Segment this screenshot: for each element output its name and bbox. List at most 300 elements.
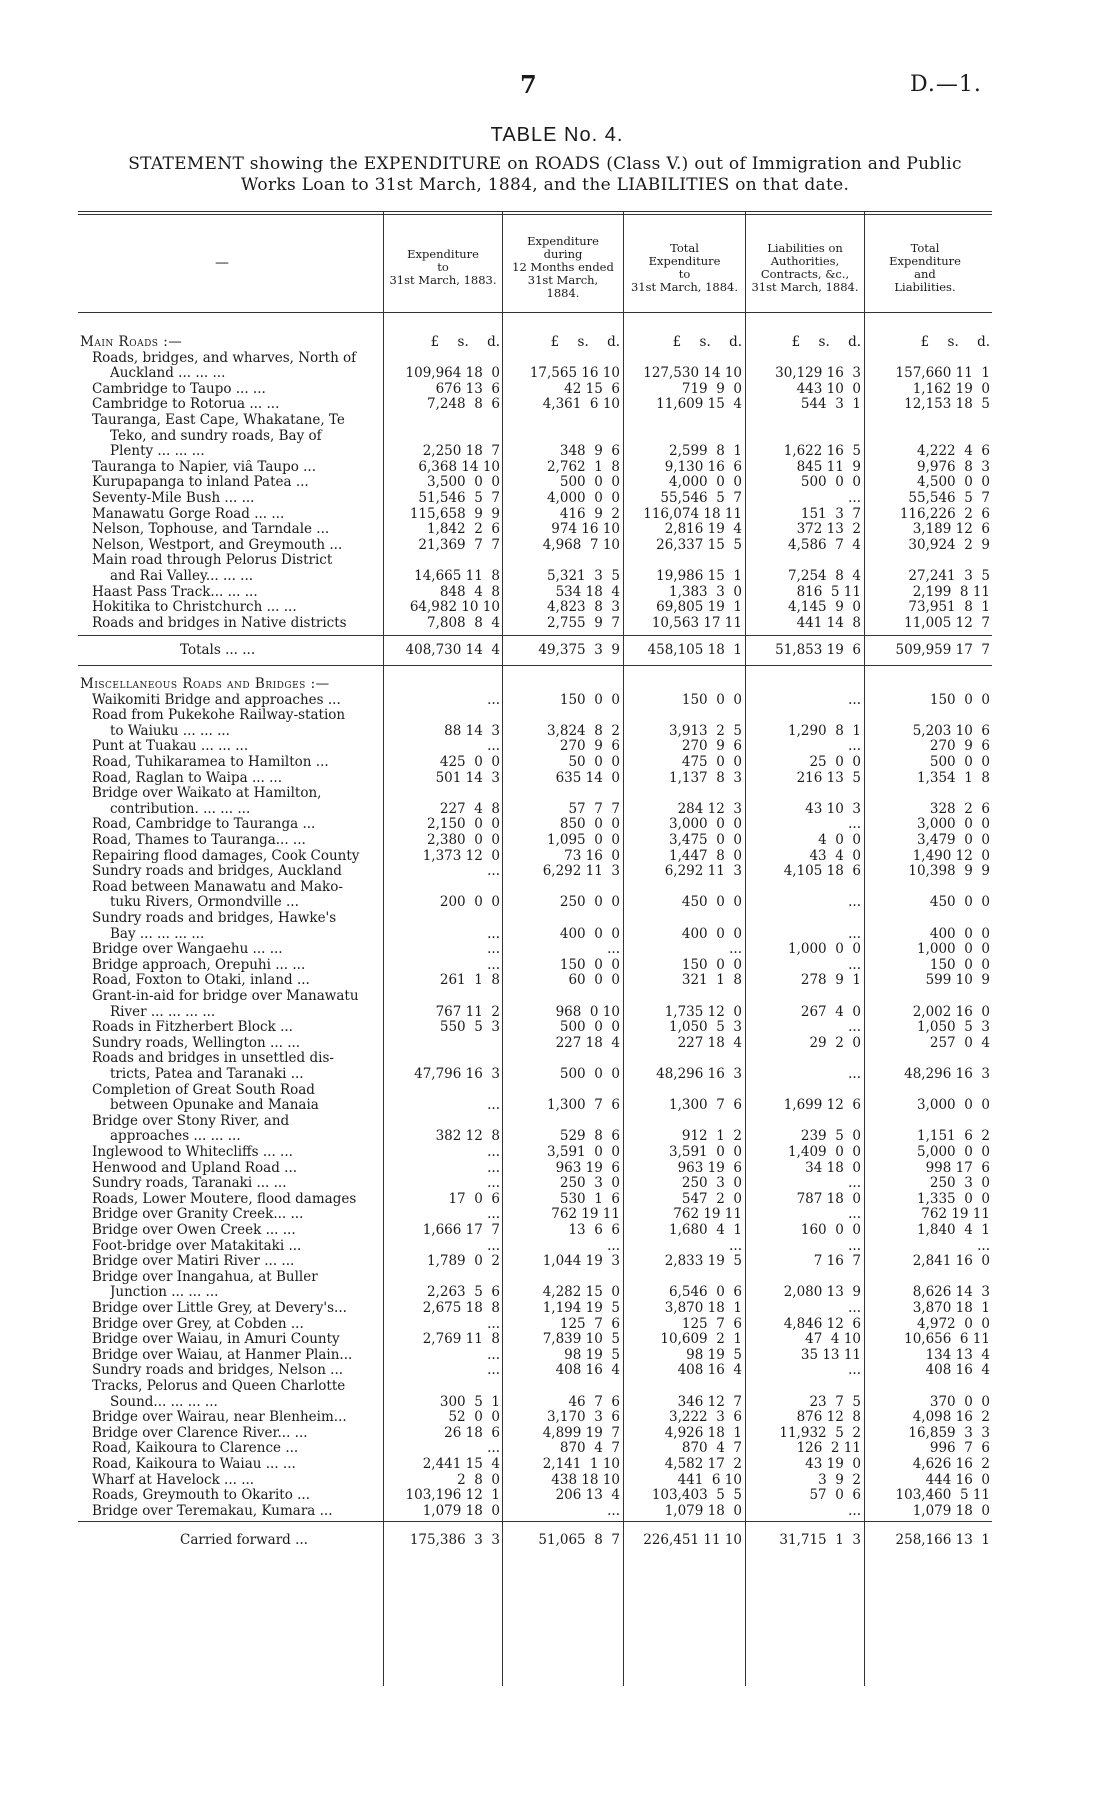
amount-cell: 2,150 0 0 bbox=[427, 816, 500, 833]
amount-cell: 16,859 3 3 bbox=[908, 1424, 990, 1441]
amount-cell: 6,292 11 3 bbox=[542, 863, 620, 880]
amount-cell: 963 19 6 bbox=[677, 1159, 742, 1176]
amount-cell: 348 9 6 bbox=[559, 443, 620, 460]
amount-cell: 200 0 0 bbox=[439, 894, 500, 911]
amount-cell: 382 12 8 bbox=[435, 1128, 500, 1145]
amount-cell: 787 18 0 bbox=[796, 1190, 861, 1207]
amount-cell: 1,050 5 3 bbox=[669, 1019, 742, 1036]
row-label: Waikomiti Bridge and approaches ... bbox=[92, 692, 341, 708]
row-label: Repairing flood damages, Cook County bbox=[92, 848, 360, 864]
amount-cell: ... bbox=[977, 1237, 990, 1254]
amount-cell: 599 10 9 bbox=[925, 972, 990, 989]
header-expenditure-1884: Expenditure during 12 Months ended 31st March, 1884. bbox=[512, 234, 614, 300]
amount-cell: 441 6 10 bbox=[677, 1471, 742, 1488]
amount-cell: 27,241 3 5 bbox=[908, 568, 990, 584]
amount-cell: ... bbox=[487, 956, 500, 973]
amount-cell: ... bbox=[487, 1440, 500, 1457]
amount-cell: 3,913 2 5 bbox=[669, 722, 742, 739]
amount-cell: 43 19 0 bbox=[805, 1456, 861, 1472]
amount-cell: 876 12 8 bbox=[796, 1409, 861, 1426]
amount-cell: 1,300 7 6 bbox=[669, 1097, 742, 1114]
amount-cell: ... bbox=[848, 1066, 861, 1082]
table-row bbox=[0, 1067, 1114, 1082]
amount-cell: 1,000 0 0 bbox=[917, 941, 990, 958]
table-row bbox=[0, 786, 1114, 801]
amount-cell: 2,769 11 8 bbox=[422, 1331, 500, 1348]
amount-cell: 1,000 0 0 bbox=[788, 941, 861, 958]
amount-cell: ... bbox=[487, 925, 500, 942]
table-row bbox=[0, 1457, 1114, 1472]
amount-cell: 257 0 4 bbox=[929, 1034, 990, 1051]
amount-cell: 5,203 10 6 bbox=[912, 722, 990, 739]
amount-cell: 4,361 6 10 bbox=[542, 396, 620, 413]
amount-cell: 4,500 0 0 bbox=[917, 474, 990, 491]
row-label: Nelson, Tophouse, and Tarndale ... bbox=[92, 522, 330, 538]
amount-cell: 346 12 7 bbox=[677, 1393, 742, 1410]
amount-cell: 767 11 2 bbox=[435, 1003, 500, 1020]
amount-cell: 475 0 0 bbox=[681, 754, 742, 770]
table-row bbox=[0, 1348, 1114, 1363]
amount-cell: 321 1 8 bbox=[681, 972, 742, 989]
table-row bbox=[0, 693, 1114, 708]
amount-cell: 408 16 4 bbox=[925, 1362, 990, 1379]
section-label: Miscellaneous Roads and Bridges :— bbox=[80, 677, 330, 692]
amount-cell: 51,546 5 7 bbox=[418, 490, 500, 506]
amount-cell: 25 0 0 bbox=[809, 754, 861, 770]
amount-cell: 4,282 15 0 bbox=[542, 1284, 620, 1301]
amount-cell: 400 0 0 bbox=[681, 925, 742, 942]
table-row bbox=[0, 1161, 1114, 1176]
amount-cell: 157,660 11 1 bbox=[895, 365, 990, 382]
amount-cell: 3,870 18 1 bbox=[664, 1300, 742, 1316]
amount-cell: 9,976 8 3 bbox=[917, 458, 990, 475]
row-label: Bridge over Owen Creek ... ... bbox=[92, 1223, 296, 1238]
amount-cell: 1,383 3 0 bbox=[669, 583, 742, 600]
table-row bbox=[0, 849, 1114, 864]
amount-cell: 372 13 2 bbox=[796, 521, 861, 538]
amount-cell: 47 4 10 bbox=[805, 1331, 861, 1348]
amount-cell: 444 16 0 bbox=[925, 1471, 990, 1488]
amount-cell: 2,675 18 8 bbox=[422, 1300, 500, 1316]
table-row bbox=[0, 973, 1114, 988]
amount-cell: 963 19 6 bbox=[555, 1159, 620, 1176]
row-label: Tauranga to Napier, viâ Taupo ... bbox=[92, 459, 317, 475]
amount-cell: 11,932 5 2 bbox=[779, 1424, 861, 1441]
amount-cell: 1,050 5 3 bbox=[917, 1019, 990, 1036]
table-row bbox=[0, 1005, 1114, 1020]
amount-cell: 216 13 5 bbox=[796, 769, 861, 786]
amount-cell: 73 16 0 bbox=[564, 847, 620, 864]
row-label: Haast Pass Track... ... ... bbox=[92, 584, 258, 600]
amount-cell: ... bbox=[487, 863, 500, 880]
row-label: Sundry roads, Taranaki ... ... bbox=[92, 1176, 287, 1192]
table-row bbox=[0, 724, 1114, 739]
table-row bbox=[0, 1223, 1114, 1238]
amount-cell: 43 4 0 bbox=[809, 847, 861, 864]
amount-cell: 48,296 16 3 bbox=[656, 1066, 742, 1082]
amount-cell: 2,441 15 4 bbox=[422, 1456, 500, 1472]
row-label: Teko, and sundry roads, Bay of bbox=[110, 428, 322, 444]
amount-cell: 150 0 0 bbox=[681, 956, 742, 973]
amount-cell: 3,000 0 0 bbox=[917, 1097, 990, 1114]
amount-cell: 1,680 4 1 bbox=[669, 1222, 742, 1238]
amount-cell: 534 18 4 bbox=[555, 583, 620, 600]
amount-cell: 300 5 1 bbox=[439, 1393, 500, 1410]
amount-cell: 1,290 8 1 bbox=[788, 722, 861, 739]
table-row bbox=[0, 1441, 1114, 1456]
amount-cell: 7 16 7 bbox=[813, 1253, 861, 1270]
table-row bbox=[0, 522, 1114, 537]
amount-cell: 1,137 8 3 bbox=[669, 769, 742, 786]
amount-cell: 47,796 16 3 bbox=[414, 1066, 500, 1082]
row-label: Cambridge to Rotorua ... ... bbox=[92, 397, 280, 413]
amount-cell: 845 11 9 bbox=[796, 458, 861, 475]
amount-cell: ... bbox=[848, 1206, 861, 1223]
currency-units: £ s. d. bbox=[550, 334, 620, 350]
amount-cell: ... bbox=[848, 1362, 861, 1379]
amount-cell: ... bbox=[487, 1362, 500, 1379]
table-row bbox=[0, 475, 1114, 490]
amount-cell: 550 5 3 bbox=[439, 1019, 500, 1036]
row-label: Foot-bridge over Matakitaki ... bbox=[92, 1238, 302, 1254]
amount-cell: 278 9 1 bbox=[800, 972, 861, 989]
row-label: Tauranga, East Cape, Whakatane, Te bbox=[92, 413, 345, 428]
amount-cell: 14,665 11 8 bbox=[414, 568, 500, 584]
amount-cell: 4,105 18 6 bbox=[783, 863, 861, 880]
amount-cell: 370 0 0 bbox=[929, 1393, 990, 1410]
amount-cell: ... bbox=[729, 1237, 742, 1254]
table-row bbox=[0, 1395, 1114, 1410]
amount-cell: 55,546 5 7 bbox=[908, 490, 990, 506]
amount-cell: 500 0 0 bbox=[559, 1066, 620, 1082]
amount-cell: 2,002 16 0 bbox=[912, 1003, 990, 1020]
amount-cell: 125 7 6 bbox=[681, 1315, 742, 1332]
amount-cell: 19,986 15 1 bbox=[656, 568, 742, 584]
amount-cell: ... bbox=[848, 1502, 861, 1519]
amount-cell: 968 0 10 bbox=[555, 1003, 620, 1020]
row-label: Grant-in-aid for bridge over Manawatu bbox=[92, 989, 359, 1004]
currency-units: £ s. d. bbox=[920, 334, 990, 350]
table-row bbox=[0, 1426, 1114, 1441]
table-row bbox=[0, 1083, 1114, 1098]
amount-cell: 51,853 19 6 bbox=[775, 642, 861, 659]
row-label: Totals ... ... bbox=[180, 643, 256, 659]
row-label: tuku Rivers, Ormondville ... bbox=[110, 895, 299, 911]
row-label: Manawatu Gorge Road ... ... bbox=[92, 506, 285, 522]
amount-cell: 10,609 2 1 bbox=[660, 1331, 742, 1348]
table-row bbox=[0, 413, 1114, 428]
table-row bbox=[0, 1379, 1114, 1394]
amount-cell: 26 18 6 bbox=[444, 1424, 500, 1441]
table-row bbox=[0, 1145, 1114, 1160]
amount-cell: 850 0 0 bbox=[559, 816, 620, 833]
amount-cell: 4,145 9 0 bbox=[788, 599, 861, 616]
amount-cell: 4,626 16 2 bbox=[912, 1456, 990, 1472]
amount-cell: 408,730 14 4 bbox=[405, 642, 500, 659]
amount-cell: 1,840 4 1 bbox=[917, 1222, 990, 1238]
amount-cell: 547 2 0 bbox=[681, 1190, 742, 1207]
row-label: Plenty ... ... ... bbox=[110, 444, 205, 460]
amount-cell: 270 9 6 bbox=[681, 738, 742, 755]
header-total-expenditure: Total Expenditure to 31st March, 1884. bbox=[630, 240, 739, 294]
amount-cell: 69,805 19 1 bbox=[656, 599, 742, 616]
row-label: Sundry roads and bridges, Auckland bbox=[92, 864, 342, 880]
table-row bbox=[0, 553, 1114, 568]
amount-cell: 227 18 4 bbox=[677, 1034, 742, 1051]
amount-cell: 11,005 12 7 bbox=[904, 614, 990, 631]
amount-cell: 848 4 8 bbox=[439, 583, 500, 600]
amount-cell: ... bbox=[487, 691, 500, 708]
row-label: Bridge over Waiau, at Hanmer Plain... bbox=[92, 1347, 353, 1363]
amount-cell: 250 3 0 bbox=[559, 1175, 620, 1192]
row-label: Auckland ... ... ... bbox=[110, 366, 226, 382]
amount-cell: 31,715 1 3 bbox=[779, 1532, 861, 1549]
row-label: Sound... ... ... ... bbox=[110, 1394, 218, 1410]
table-row bbox=[0, 429, 1114, 444]
row-label: Roads and bridges in Native districts bbox=[92, 615, 347, 631]
row-label: contribution. ... ... ... bbox=[110, 801, 251, 817]
amount-cell: ... bbox=[487, 1175, 500, 1192]
amount-cell: 46 7 6 bbox=[568, 1393, 620, 1410]
amount-cell: 49,375 3 9 bbox=[538, 642, 620, 659]
amount-cell: 1,151 6 2 bbox=[917, 1128, 990, 1145]
amount-cell: 6,546 0 6 bbox=[669, 1284, 742, 1301]
table-row bbox=[0, 1301, 1114, 1316]
amount-cell: 270 9 6 bbox=[559, 738, 620, 755]
amount-cell: ... bbox=[848, 925, 861, 942]
amount-cell: 416 9 2 bbox=[559, 505, 620, 522]
amount-cell: 500 0 0 bbox=[929, 754, 990, 770]
amount-cell: 258,166 13 1 bbox=[895, 1532, 990, 1549]
amount-cell: 1,095 0 0 bbox=[547, 832, 620, 848]
amount-cell: ... bbox=[848, 1300, 861, 1316]
amount-cell: 64,982 10 10 bbox=[409, 599, 500, 616]
amount-cell: 50 0 0 bbox=[568, 754, 620, 770]
amount-cell: 2,199 8 11 bbox=[912, 583, 990, 600]
amount-cell: 438 18 10 bbox=[551, 1471, 620, 1488]
amount-cell: 17,565 16 10 bbox=[529, 365, 620, 382]
row-label: Road between Manawatu and Mako- bbox=[92, 879, 343, 895]
row-label: between Opunake and Manaia bbox=[110, 1098, 319, 1114]
table-row bbox=[0, 895, 1114, 910]
statement-line-1: STATEMENT showing the EXPENDITURE on ROADS (Class V.) out of Immigration and Public bbox=[128, 154, 962, 174]
amount-cell: 974 16 10 bbox=[551, 521, 620, 538]
row-label: Roads in Fitzherbert Block ... bbox=[92, 1020, 293, 1036]
table-row bbox=[0, 1270, 1114, 1285]
row-label: Inglewood to Whitecliffs ... ... bbox=[92, 1145, 293, 1160]
amount-cell: 3,222 3 6 bbox=[669, 1409, 742, 1426]
amount-cell: ... bbox=[607, 941, 620, 958]
amount-cell: 1,079 18 0 bbox=[912, 1502, 990, 1519]
header-expenditure-1883: Expenditure to 31st March, 1883. bbox=[389, 247, 497, 287]
table-row bbox=[0, 460, 1114, 475]
amount-cell: 150 0 0 bbox=[929, 956, 990, 973]
table-row bbox=[0, 1239, 1114, 1254]
page-number: 7 bbox=[520, 70, 537, 99]
amount-cell: 1,666 17 7 bbox=[422, 1222, 500, 1238]
row-label: Road, Foxton to Otaki, inland ... bbox=[92, 973, 310, 989]
table-row bbox=[0, 1473, 1114, 1488]
amount-cell: 250 0 0 bbox=[559, 894, 620, 911]
amount-cell: 126 2 11 bbox=[796, 1440, 861, 1457]
row-label: Bay ... ... ... ... bbox=[110, 926, 205, 942]
header-liabilities: Liabilities on Authorities, Contracts, &c., 31st March, 1884. bbox=[751, 240, 859, 294]
table-row bbox=[0, 1207, 1114, 1222]
table-row bbox=[0, 1020, 1114, 1035]
table-title: TABLE No. 4. bbox=[490, 124, 624, 146]
amount-cell: 529 8 6 bbox=[559, 1128, 620, 1145]
currency-units: £ s. d. bbox=[672, 334, 742, 350]
amount-cell: 2,380 0 0 bbox=[427, 832, 500, 848]
header-total-liabilities: Total Expenditure and Liabilities. bbox=[889, 240, 961, 294]
amount-cell: 10,656 6 11 bbox=[904, 1331, 990, 1348]
row-label: Wharf at Havelock ... ... bbox=[92, 1472, 255, 1488]
amount-cell: 2,599 8 1 bbox=[669, 443, 742, 460]
row-label: Sundry roads and bridges, Hawke's bbox=[92, 911, 337, 926]
row-label: Bridge over Granity Creek... ... bbox=[92, 1207, 304, 1223]
row-label: Sundry roads, Wellington ... ... bbox=[92, 1035, 301, 1051]
amount-cell: 998 17 6 bbox=[925, 1159, 990, 1176]
row-label: Carried forward ... bbox=[180, 1533, 308, 1549]
amount-cell: 4,586 7 4 bbox=[788, 536, 861, 553]
amount-cell: ... bbox=[487, 1237, 500, 1254]
amount-cell: 3,500 0 0 bbox=[427, 474, 500, 491]
amount-cell: 151 3 7 bbox=[800, 505, 861, 522]
carried-forward-top-rule bbox=[78, 1521, 992, 1522]
amount-cell: 1,789 0 2 bbox=[427, 1253, 500, 1270]
amount-cell: 30,129 16 3 bbox=[775, 365, 861, 382]
amount-cell: 1,300 7 6 bbox=[547, 1097, 620, 1114]
amount-cell: 425 0 0 bbox=[439, 754, 500, 770]
row-label: Completion of Great South Road bbox=[92, 1082, 315, 1098]
amount-cell: ... bbox=[487, 1144, 500, 1160]
amount-cell: 4,899 19 7 bbox=[542, 1424, 620, 1441]
amount-cell: 500 0 0 bbox=[559, 474, 620, 491]
amount-cell: 43 10 3 bbox=[805, 800, 861, 817]
amount-cell: 6,292 11 3 bbox=[664, 863, 742, 880]
row-label: Bridge over Waiau, in Amuri County bbox=[92, 1332, 340, 1348]
amount-cell: 3,479 0 0 bbox=[917, 832, 990, 848]
row-label: Roads and bridges in unsettled dis- bbox=[92, 1051, 334, 1067]
amount-cell: ... bbox=[487, 1097, 500, 1114]
amount-cell: 60 0 0 bbox=[568, 972, 620, 989]
amount-cell: ... bbox=[848, 956, 861, 973]
amount-cell: 267 4 0 bbox=[800, 1003, 861, 1020]
amount-cell: 227 4 8 bbox=[439, 800, 500, 817]
amount-cell: 3,000 0 0 bbox=[669, 816, 742, 833]
amount-cell: 450 0 0 bbox=[929, 894, 990, 911]
table-row bbox=[0, 1176, 1114, 1191]
amount-cell: 1,044 19 3 bbox=[542, 1253, 620, 1270]
amount-cell: ... bbox=[848, 691, 861, 708]
amount-cell: 98 19 5 bbox=[686, 1346, 742, 1363]
amount-cell: 7,254 8 4 bbox=[788, 568, 861, 584]
amount-cell: 150 0 0 bbox=[681, 691, 742, 708]
amount-cell: 5,321 3 5 bbox=[547, 568, 620, 584]
amount-cell: 175,386 3 3 bbox=[409, 1532, 500, 1549]
amount-cell: 408 16 4 bbox=[677, 1362, 742, 1379]
row-label: Bridge over Waikato at Hamilton, bbox=[92, 786, 322, 802]
row-label: Main road through Pelorus District bbox=[92, 553, 333, 569]
amount-cell: 2,250 18 7 bbox=[422, 443, 500, 460]
amount-cell: 13 6 6 bbox=[568, 1222, 620, 1238]
amount-cell: 134 13 4 bbox=[925, 1346, 990, 1363]
table-row bbox=[0, 366, 1114, 381]
table-row bbox=[0, 708, 1114, 723]
amount-cell: 4,823 8 3 bbox=[547, 599, 620, 616]
row-label: Cambridge to Taupo ... ... bbox=[92, 381, 266, 397]
table-row bbox=[0, 1129, 1114, 1144]
table-row bbox=[0, 351, 1114, 366]
amount-cell: 12,153 18 5 bbox=[904, 396, 990, 413]
amount-cell: 1,373 12 0 bbox=[422, 847, 500, 864]
amount-cell: 57 7 7 bbox=[568, 800, 620, 817]
amount-cell: 719 9 0 bbox=[681, 380, 742, 397]
table-row bbox=[0, 755, 1114, 770]
currency-row bbox=[0, 335, 1114, 350]
amount-cell: 441 14 8 bbox=[796, 614, 861, 631]
amount-cell: 10,563 17 11 bbox=[651, 614, 742, 631]
row-label: Tracks, Pelorus and Queen Charlotte bbox=[92, 1379, 346, 1394]
amount-cell: 1,842 2 6 bbox=[427, 521, 500, 538]
amount-cell: 870 4 7 bbox=[559, 1440, 620, 1457]
table-top-rule-double bbox=[78, 214, 992, 215]
table-row bbox=[0, 1317, 1114, 1332]
amount-cell: 51,065 8 7 bbox=[538, 1532, 620, 1549]
amount-cell: 3,824 8 2 bbox=[547, 722, 620, 739]
amount-cell: 115,658 9 9 bbox=[409, 505, 500, 522]
row-label: Bridge over Stony River, and bbox=[92, 1113, 290, 1129]
amount-cell: 3,189 12 6 bbox=[912, 521, 990, 538]
amount-cell: 261 1 8 bbox=[439, 972, 500, 989]
amount-cell: 1,490 12 0 bbox=[912, 847, 990, 864]
amount-cell: 4,000 0 0 bbox=[669, 474, 742, 491]
amount-cell: 103,403 5 5 bbox=[651, 1487, 742, 1504]
amount-cell: 116,226 2 6 bbox=[899, 505, 990, 522]
amount-cell: 6,368 14 10 bbox=[418, 458, 500, 475]
row-label: Nelson, Westport, and Greymouth ... bbox=[92, 537, 343, 553]
header-first-column: — bbox=[215, 255, 229, 271]
table-row bbox=[0, 927, 1114, 942]
row-label: Bridge over Wairau, near Blenheim... bbox=[92, 1410, 347, 1426]
amount-cell: 2 8 0 bbox=[457, 1471, 500, 1488]
row-label: Road, Thames to Tauranga... ... bbox=[92, 833, 306, 848]
amount-cell: 400 0 0 bbox=[559, 925, 620, 942]
amount-cell: 206 13 4 bbox=[555, 1487, 620, 1504]
table-row bbox=[0, 1036, 1114, 1051]
currency-units: £ s. d. bbox=[430, 334, 500, 350]
amount-cell: 400 0 0 bbox=[929, 925, 990, 942]
table-row bbox=[0, 942, 1114, 957]
row-label: Sundry roads and bridges, Nelson ... bbox=[92, 1363, 344, 1379]
amount-cell: 42 15 6 bbox=[564, 380, 620, 397]
amount-cell: 284 12 3 bbox=[677, 800, 742, 817]
row-label: Road from Pukekohe Railway-station bbox=[92, 708, 346, 724]
amount-cell: 912 1 2 bbox=[681, 1128, 742, 1145]
amount-cell: 500 0 0 bbox=[559, 1019, 620, 1036]
amount-cell: 328 2 6 bbox=[929, 800, 990, 817]
amount-cell: 4,582 17 2 bbox=[664, 1456, 742, 1472]
amount-cell: 2,141 1 10 bbox=[542, 1456, 620, 1472]
table-row bbox=[0, 444, 1114, 459]
amount-cell: 1,622 16 5 bbox=[783, 443, 861, 460]
table-row bbox=[0, 569, 1114, 584]
amount-cell: 762 19 11 bbox=[673, 1206, 742, 1223]
row-label: tricts, Patea and Taranaki ... bbox=[110, 1067, 304, 1082]
table-row bbox=[0, 989, 1114, 1004]
table-row bbox=[0, 771, 1114, 786]
amount-cell: ... bbox=[487, 1206, 500, 1223]
